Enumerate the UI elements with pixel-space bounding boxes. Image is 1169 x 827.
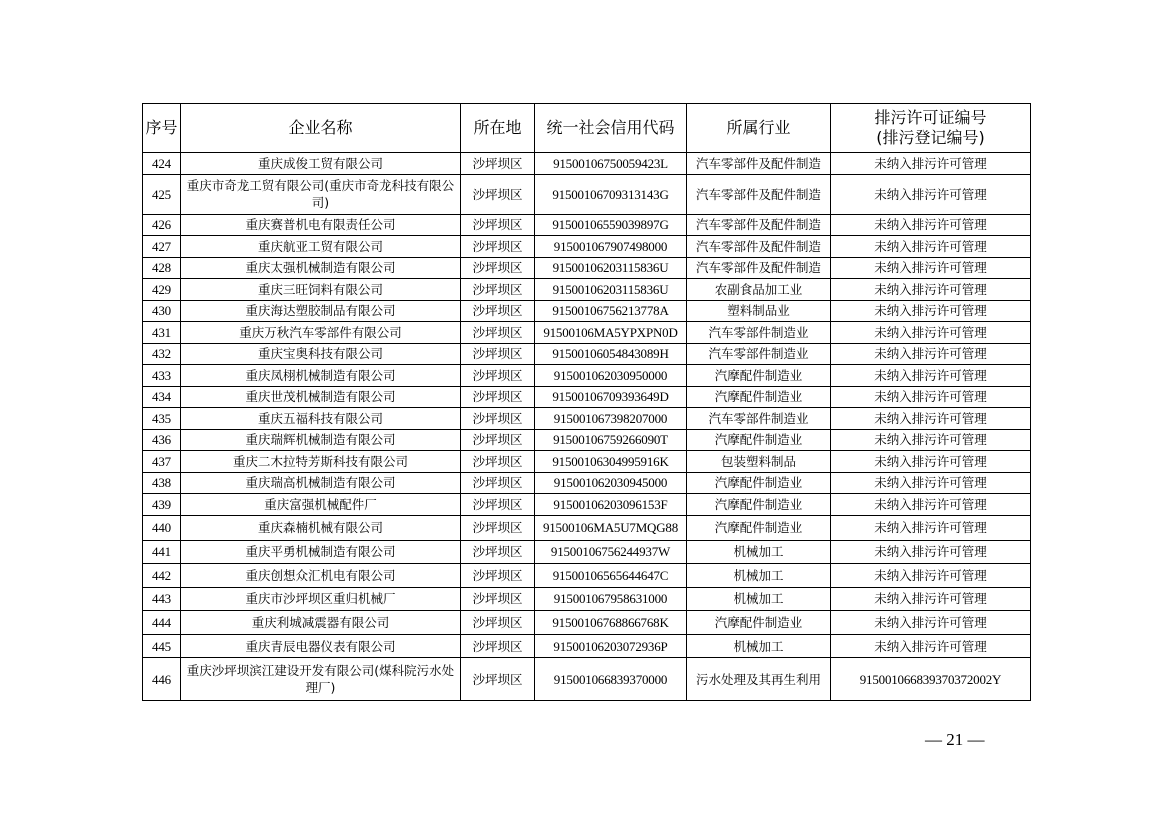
permit-number: 未纳入排污许可管理	[831, 564, 1031, 588]
company-name: 重庆平勇机械制造有限公司	[181, 540, 461, 564]
table-row	[143, 658, 1031, 701]
table-row	[143, 322, 1031, 344]
company-name: 重庆凤栩机械制造有限公司	[181, 365, 461, 387]
header-location: 所在地	[461, 104, 535, 153]
row-index: 428	[143, 257, 181, 279]
row-index: 440	[143, 515, 181, 540]
credit-code: 91500106203096153F	[535, 494, 687, 516]
permit-number: 未纳入排污许可管理	[831, 153, 1031, 175]
row-index: 434	[143, 386, 181, 408]
industry: 汽摩配件制造业	[687, 365, 831, 387]
company-name: 重庆世茂机械制造有限公司	[181, 386, 461, 408]
location: 沙坪坝区	[461, 429, 535, 451]
industry: 汽摩配件制造业	[687, 386, 831, 408]
table-row	[143, 564, 1031, 588]
row-index: 446	[143, 658, 181, 701]
industry: 汽车零部件及配件制造	[687, 174, 831, 214]
location: 沙坪坝区	[461, 174, 535, 214]
permit-number: 未纳入排污许可管理	[831, 279, 1031, 301]
industry: 污水处理及其再生利用	[687, 658, 831, 701]
permit-number: 未纳入排污许可管理	[831, 174, 1031, 214]
row-index: 436	[143, 429, 181, 451]
credit-code: 915001062030945000	[535, 472, 687, 494]
company-name: 重庆宝奥科技有限公司	[181, 343, 461, 365]
location: 沙坪坝区	[461, 494, 535, 516]
industry: 机械加工	[687, 564, 831, 588]
table-row	[143, 343, 1031, 365]
company-name: 重庆成俊工贸有限公司	[181, 153, 461, 175]
permit-number: 未纳入排污许可管理	[831, 587, 1031, 611]
industry: 塑料制品业	[687, 300, 831, 322]
company-name: 重庆市奇龙工贸有限公司(重庆市奇龙科技有限公司)	[181, 174, 461, 214]
credit-code: 91500106709393649D	[535, 386, 687, 408]
industry: 汽摩配件制造业	[687, 429, 831, 451]
location: 沙坪坝区	[461, 634, 535, 658]
location: 沙坪坝区	[461, 153, 535, 175]
company-name: 重庆瑞辉机械制造有限公司	[181, 429, 461, 451]
row-index: 425	[143, 174, 181, 214]
permit-number: 未纳入排污许可管理	[831, 451, 1031, 473]
company-name: 重庆海达塑胶制品有限公司	[181, 300, 461, 322]
credit-code: 91500106565644647C	[535, 564, 687, 588]
credit-code: 91500106203072936P	[535, 634, 687, 658]
table-row	[143, 611, 1031, 635]
company-name: 重庆二木拉特芳斯科技有限公司	[181, 451, 461, 473]
table-row	[143, 494, 1031, 516]
company-name: 重庆赛普机电有限责任公司	[181, 214, 461, 236]
credit-code: 91500106756244937W	[535, 540, 687, 564]
permit-number: 未纳入排污许可管理	[831, 322, 1031, 344]
permit-number: 915001066839370372002Y	[831, 658, 1031, 701]
location: 沙坪坝区	[461, 540, 535, 564]
table-row	[143, 472, 1031, 494]
table-row	[143, 515, 1031, 540]
permit-number: 未纳入排污许可管理	[831, 472, 1031, 494]
permit-number: 未纳入排污许可管理	[831, 365, 1031, 387]
credit-code: 91500106559039897G	[535, 214, 687, 236]
industry: 汽摩配件制造业	[687, 472, 831, 494]
industry: 汽车零部件制造业	[687, 322, 831, 344]
table-row	[143, 365, 1031, 387]
permit-number: 未纳入排污许可管理	[831, 386, 1031, 408]
permit-number: 未纳入排污许可管理	[831, 300, 1031, 322]
industry: 机械加工	[687, 540, 831, 564]
row-index: 444	[143, 611, 181, 635]
row-index: 426	[143, 214, 181, 236]
location: 沙坪坝区	[461, 236, 535, 258]
company-name: 重庆创想众汇机电有限公司	[181, 564, 461, 588]
header-permit-number: 排污许可证编号 (排污登记编号)	[831, 104, 1031, 153]
table-row	[143, 279, 1031, 301]
location: 沙坪坝区	[461, 279, 535, 301]
credit-code: 91500106304995916K	[535, 451, 687, 473]
credit-code: 915001067398207000	[535, 408, 687, 430]
location: 沙坪坝区	[461, 515, 535, 540]
location: 沙坪坝区	[461, 451, 535, 473]
location: 沙坪坝区	[461, 322, 535, 344]
table-row	[143, 408, 1031, 430]
industry: 汽车零部件制造业	[687, 343, 831, 365]
row-index: 432	[143, 343, 181, 365]
table-row	[143, 214, 1031, 236]
row-index: 431	[143, 322, 181, 344]
table-row	[143, 174, 1031, 214]
credit-code: 91500106054843089H	[535, 343, 687, 365]
company-name: 重庆瑞高机械制造有限公司	[181, 472, 461, 494]
credit-code: 91500106203115836U	[535, 257, 687, 279]
industry: 汽车零部件及配件制造	[687, 257, 831, 279]
industry: 汽车零部件及配件制造	[687, 214, 831, 236]
location: 沙坪坝区	[461, 564, 535, 588]
permit-number: 未纳入排污许可管理	[831, 236, 1031, 258]
header-credit-code: 统一社会信用代码	[535, 104, 687, 153]
location: 沙坪坝区	[461, 472, 535, 494]
credit-code: 915001066839370000	[535, 658, 687, 701]
row-index: 424	[143, 153, 181, 175]
location: 沙坪坝区	[461, 658, 535, 701]
row-index: 445	[143, 634, 181, 658]
permit-number: 未纳入排污许可管理	[831, 611, 1031, 635]
industry: 汽摩配件制造业	[687, 515, 831, 540]
permit-number: 未纳入排污许可管理	[831, 515, 1031, 540]
credit-code: 91500106MA5YPXPN0D	[535, 322, 687, 344]
header-company-name: 企业名称	[181, 104, 461, 153]
header-index: 序号	[143, 104, 181, 153]
row-index: 433	[143, 365, 181, 387]
company-name: 重庆利城减震器有限公司	[181, 611, 461, 635]
location: 沙坪坝区	[461, 587, 535, 611]
location: 沙坪坝区	[461, 386, 535, 408]
table-row	[143, 634, 1031, 658]
location: 沙坪坝区	[461, 611, 535, 635]
credit-code: 91500106768866768K	[535, 611, 687, 635]
credit-code: 91500106203115836U	[535, 279, 687, 301]
row-index: 438	[143, 472, 181, 494]
credit-code: 91500106759266090T	[535, 429, 687, 451]
row-index: 442	[143, 564, 181, 588]
credit-code: 91500106MA5U7MQG88	[535, 515, 687, 540]
header-industry: 所属行业	[687, 104, 831, 153]
permit-number: 未纳入排污许可管理	[831, 429, 1031, 451]
industry: 农副食品加工业	[687, 279, 831, 301]
credit-code: 91500106750059423L	[535, 153, 687, 175]
company-name: 重庆沙坪坝滨江建设开发有限公司(煤科院污水处理厂)	[181, 658, 461, 701]
company-name: 重庆森楠机械有限公司	[181, 515, 461, 540]
permit-number: 未纳入排污许可管理	[831, 634, 1031, 658]
location: 沙坪坝区	[461, 300, 535, 322]
location: 沙坪坝区	[461, 365, 535, 387]
table-row	[143, 386, 1031, 408]
company-name: 重庆太强机械制造有限公司	[181, 257, 461, 279]
table-header-row	[143, 104, 1031, 153]
company-name: 重庆市沙坪坝区重归机械厂	[181, 587, 461, 611]
location: 沙坪坝区	[461, 214, 535, 236]
row-index: 439	[143, 494, 181, 516]
permit-number: 未纳入排污许可管理	[831, 343, 1031, 365]
row-index: 443	[143, 587, 181, 611]
credit-code: 91500106756213778A	[535, 300, 687, 322]
company-name: 重庆万秋汽车零部件有限公司	[181, 322, 461, 344]
company-name: 重庆青辰电器仪表有限公司	[181, 634, 461, 658]
industry: 机械加工	[687, 634, 831, 658]
permit-number: 未纳入排污许可管理	[831, 257, 1031, 279]
permit-number: 未纳入排污许可管理	[831, 408, 1031, 430]
row-index: 441	[143, 540, 181, 564]
credit-code: 91500106790749800​0	[535, 236, 687, 258]
company-name: 重庆三旺饲料有限公司	[181, 279, 461, 301]
page-number: — 21 —	[925, 730, 985, 749]
table-row	[143, 300, 1031, 322]
row-index: 435	[143, 408, 181, 430]
company-name: 重庆五福科技有限公司	[181, 408, 461, 430]
table-row	[143, 429, 1031, 451]
permit-number: 未纳入排污许可管理	[831, 214, 1031, 236]
row-index: 430	[143, 300, 181, 322]
industry: 包装塑料制品	[687, 451, 831, 473]
company-name: 重庆富强机械配件厂	[181, 494, 461, 516]
credit-code: 915001067958631000	[535, 587, 687, 611]
table-row	[143, 451, 1031, 473]
location: 沙坪坝区	[461, 257, 535, 279]
location: 沙坪坝区	[461, 408, 535, 430]
industry: 汽车零部件制造业	[687, 408, 831, 430]
industry: 机械加工	[687, 587, 831, 611]
industry: 汽摩配件制造业	[687, 494, 831, 516]
location: 沙坪坝区	[461, 343, 535, 365]
permit-number: 未纳入排污许可管理	[831, 540, 1031, 564]
table-row	[143, 153, 1031, 175]
table-row	[143, 257, 1031, 279]
table-row	[143, 587, 1031, 611]
enterprise-table	[142, 103, 1031, 701]
industry: 汽车零部件及配件制造	[687, 153, 831, 175]
table-row	[143, 540, 1031, 564]
row-index: 429	[143, 279, 181, 301]
credit-code: 91500106709313143G	[535, 174, 687, 214]
permit-number: 未纳入排污许可管理	[831, 494, 1031, 516]
table-row	[143, 236, 1031, 258]
row-index: 427	[143, 236, 181, 258]
company-name: 重庆航亚工贸有限公司	[181, 236, 461, 258]
row-index: 437	[143, 451, 181, 473]
industry: 汽摩配件制造业	[687, 611, 831, 635]
credit-code: 915001062030950000	[535, 365, 687, 387]
industry: 汽车零部件及配件制造	[687, 236, 831, 258]
